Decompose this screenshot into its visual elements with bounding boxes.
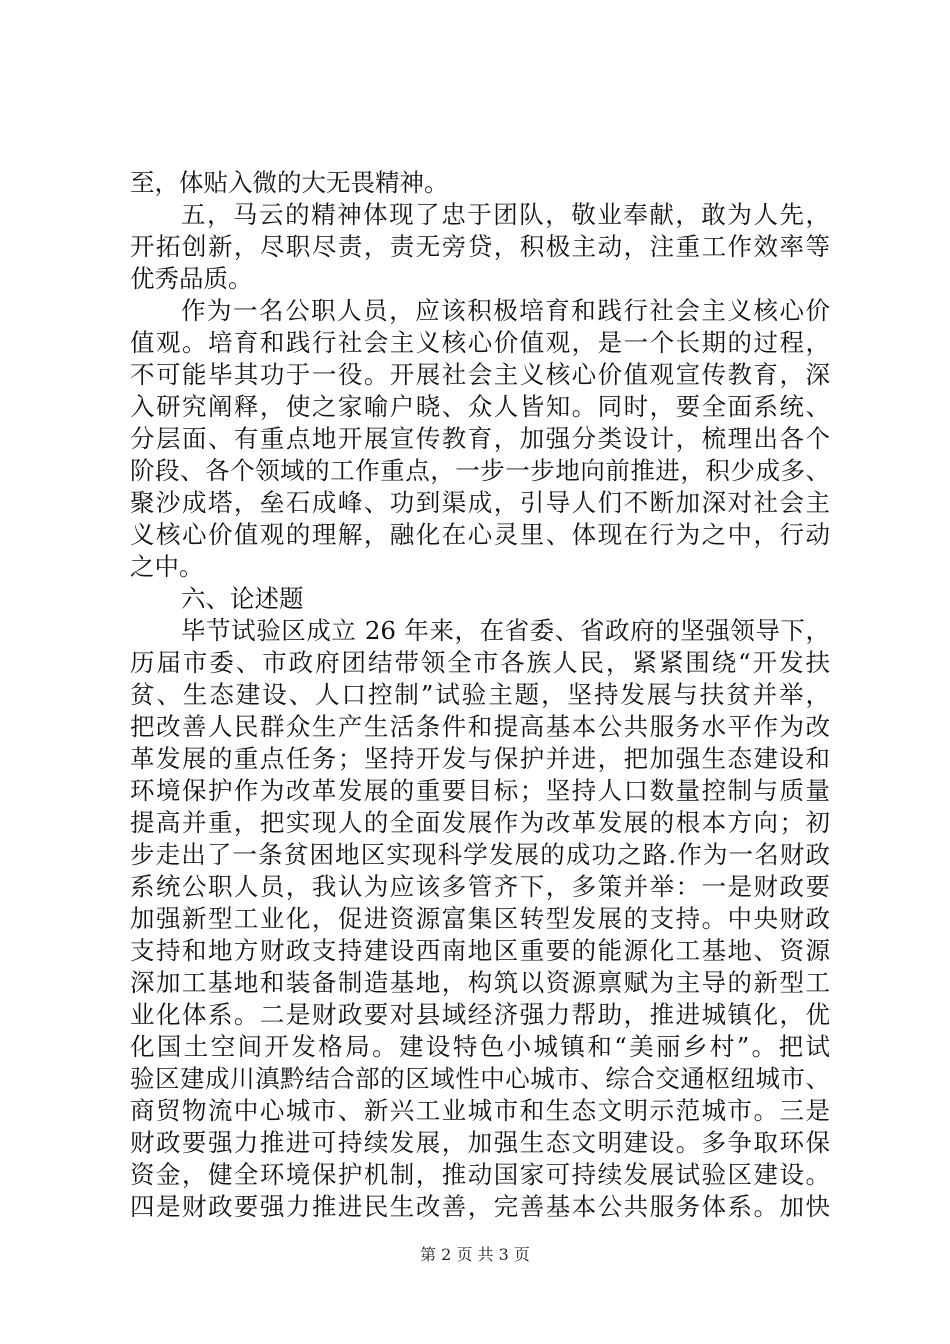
text-line: 贫、生态建设、人口控制”试验主题，坚持发展与扶贫并举， — [130, 680, 830, 709]
text-line: 系统公职人员，我认为应该多管齐下，多策并举：一是财政要 — [130, 872, 830, 901]
text-line: 化国土空间开发格局。建设特色小城镇和“美丽乡村”。把试 — [130, 1032, 830, 1061]
text-line: 作为一名公职人员，应该积极培育和践行社会主义核心价 — [181, 296, 830, 325]
page-footer — [0, 1245, 950, 1265]
text-line: 支持和地方财政支持建设西南地区重要的能源化工基地、资源 — [130, 936, 830, 965]
text-line: 验区建成川滇黔结合部的区域性中心城市、综合交通枢纽城市、 — [130, 1064, 830, 1093]
text-line: 聚沙成塔，垒石成峰、功到渠成，引导人们不断加深对社会主 — [130, 488, 830, 517]
text-line: 值观。培育和践行社会主义核心价值观，是一个长期的过程， — [130, 328, 830, 357]
text-line: 入研究阐释，使之家喻户晓、众人皆知。同时，要全面系统、 — [130, 392, 830, 421]
text-line: 之中。 — [130, 552, 204, 581]
text-line: 毕节试验区成立 26 年来，在省委、省政府的坚强领导下， — [181, 616, 830, 645]
text-line: 分层面、有重点地开展宣传教育，加强分类设计，梳理出各个 — [130, 424, 830, 453]
text-line: 资金，健全环境保护机制，推动国家可持续发展试验区建设。 — [130, 1160, 830, 1189]
text-line: 把改善人民群众生产生活条件和提高基本公共服务水平作为改 — [130, 712, 830, 741]
text-line: 商贸物流中心城市、新兴工业城市和生态文明示范城市。三是 — [130, 1096, 830, 1125]
text-line: 开拓创新，尽职尽责，责无旁贷，积极主动，注重工作效率等 — [130, 232, 830, 261]
text-line: 五，马云的精神体现了忠于团队，敬业奉献，敢为人先， — [181, 200, 830, 229]
section-heading: 六、论述题 — [181, 584, 304, 613]
text-line: 四是财政要强力推进民生改善，完善基本公共服务体系。加快 — [130, 1192, 830, 1221]
text-line: 至，体贴入微的大无畏精神。 — [130, 168, 449, 197]
text-line: 加强新型工业化，促进资源富集区转型发展的支持。中央财政 — [130, 904, 830, 933]
text-line: 不可能毕其功于一役。开展社会主义核心价值观宣传教育，深 — [130, 360, 830, 389]
text-line: 环境保护作为改革发展的重要目标；坚持人口数量控制与质量 — [130, 776, 830, 805]
page-number: 第 2 页 — [420, 1245, 473, 1264]
text-line: 步走出了一条贫困地区实现科学发展的成功之路.作为一名财政 — [130, 840, 830, 869]
text-line: 业化体系。二是财政要对县域经济强力帮助，推进城镇化，优 — [130, 1000, 830, 1029]
text-line: 义核心价值观的理解，融化在心灵里、体现在行为之中，行动 — [130, 520, 830, 549]
text-line: 深加工基地和装备制造基地，构筑以资源禀赋为主导的新型工 — [130, 968, 830, 997]
text-line: 财政要强力推进可持续发展，加强生态文明建设。多争取环保 — [130, 1128, 830, 1157]
text-line: 革发展的重点任务；坚持开发与保护并进，把加强生态建设和 — [130, 744, 830, 773]
text-line: 优秀品质。 — [130, 264, 253, 293]
page-total: 共 3 页 — [477, 1245, 530, 1264]
document-body — [130, 167, 830, 1223]
text-line: 阶段、各个领域的工作重点，一步一步地向前推进，积少成多、 — [130, 456, 830, 485]
text-line: 提高并重，把实现人的全面发展作为改革发展的根本方向；初 — [130, 808, 830, 837]
text-line: 历届市委、市政府团结带领全市各族人民，紧紧围绕“开发扶 — [130, 648, 830, 677]
